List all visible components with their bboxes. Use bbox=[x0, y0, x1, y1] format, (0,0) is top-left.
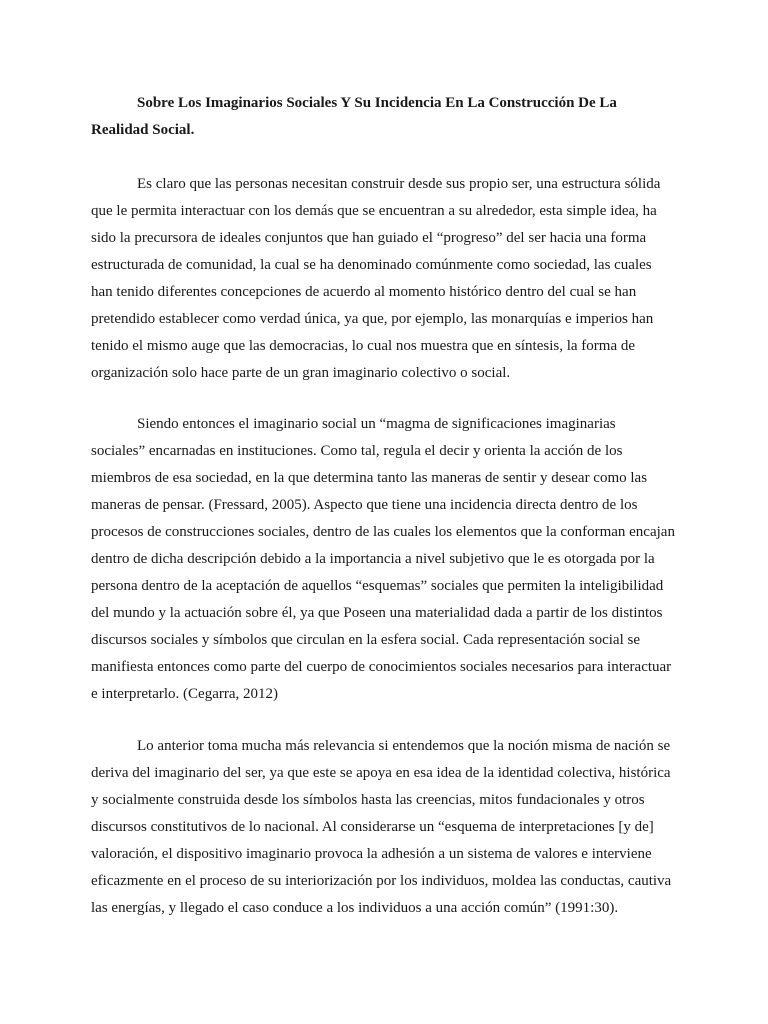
paragraph-line: pretendido establecer como verdad única, ya que, por ejemplo, las monarquías e imperios han bbox=[91, 311, 654, 327]
paragraph-line: maneras de pensar. (Fressard, 2005). Aspecto que tiene una incidencia directa dentro de los bbox=[91, 497, 638, 513]
paragraph-line: deriva del imaginario del ser, ya que este se apoya en esa idea de la identidad colectiva, histórica bbox=[91, 765, 671, 781]
paragraph-line: tenido el mismo auge que las democracias, lo cual nos muestra que en síntesis, la forma de bbox=[91, 338, 636, 354]
paragraph-line: Es claro que las personas necesitan construir desde sus propio ser, una estructura sólida bbox=[137, 176, 661, 192]
paragraph-line: y socialmente construida desde los símbolos hasta las creencias, mitos fundacionales y otros bbox=[91, 792, 645, 808]
paragraph-line: Siendo entonces el imaginario social un “magma de significaciones imaginarias bbox=[137, 416, 616, 432]
paragraph-line: e interpretarlo. (Cegarra, 2012) bbox=[91, 686, 278, 702]
paragraph-line: Lo anterior toma mucha más relevancia si entendemos que la noción misma de nación se bbox=[137, 738, 671, 754]
paragraph-line: sociales” encarnadas en instituciones. Como tal, regula el decir y orienta la acción de los bbox=[91, 443, 623, 459]
paragraph-line: procesos de construcciones sociales, dentro de las cuales los elementos que la conforman encajan bbox=[91, 524, 675, 540]
title-line: Realidad Social. bbox=[91, 122, 195, 138]
paragraph-line: estructurada de comunidad, la cual se ha denominado comúnmente como sociedad, las cuales bbox=[91, 257, 652, 273]
paragraph-line: eficazmente en el proceso de su interiorización por los individuos, moldea las conductas, cautiva bbox=[91, 873, 672, 889]
paragraph-line: valoración, el dispositivo imaginario provoca la adhesión a un sistema de valores e interviene bbox=[91, 846, 652, 862]
paragraph-line: manifiesta entonces como parte del cuerpo de conocimientos sociales necesarios para interactuar bbox=[91, 659, 672, 675]
title-line: Sobre Los Imaginarios Sociales Y Su Incidencia En La Construcción De La bbox=[137, 95, 617, 111]
paragraph-line: organización solo hace parte de un gran imaginario colectivo o social. bbox=[91, 365, 511, 381]
paragraph-line: que le permita interactuar con los demás que se encuentran a su alrededor, esta simple idea, ha bbox=[91, 203, 657, 219]
paragraph-line: discursos sociales y símbolos que circulan en la esfera social. Cada representación social se bbox=[91, 632, 640, 648]
paragraph-line: del mundo y la actuación sobre él, ya que Poseen una materialidad dada a partir de los distintos bbox=[91, 605, 663, 621]
paragraph-line: sido la precursora de ideales conjuntos que han guiado el “progreso” del ser hacia una forma bbox=[91, 230, 647, 246]
paragraph-line: persona dentro de la aceptación de aquellos “esquemas” sociales que permiten la inteligibilidad bbox=[91, 578, 664, 594]
paragraph-line: las energías, y llegado el caso conduce a los individuos a una acción común” (1991:30). bbox=[91, 900, 619, 916]
paragraph-line: discursos constitutivos de lo nacional. Al considerarse un “esquema de interpretaciones [y de] bbox=[91, 819, 654, 835]
paragraph-line: dentro de dicha descripción debido a la importancia a nivel subjetivo que le es otorgada por la bbox=[91, 551, 655, 567]
paragraph-line: miembros de esa sociedad, en la que determina tanto las maneras de sentir y desear como las bbox=[91, 470, 648, 486]
paragraph-line: han tenido diferentes concepciones de acuerdo al momento histórico dentro del cual se han bbox=[91, 284, 637, 300]
